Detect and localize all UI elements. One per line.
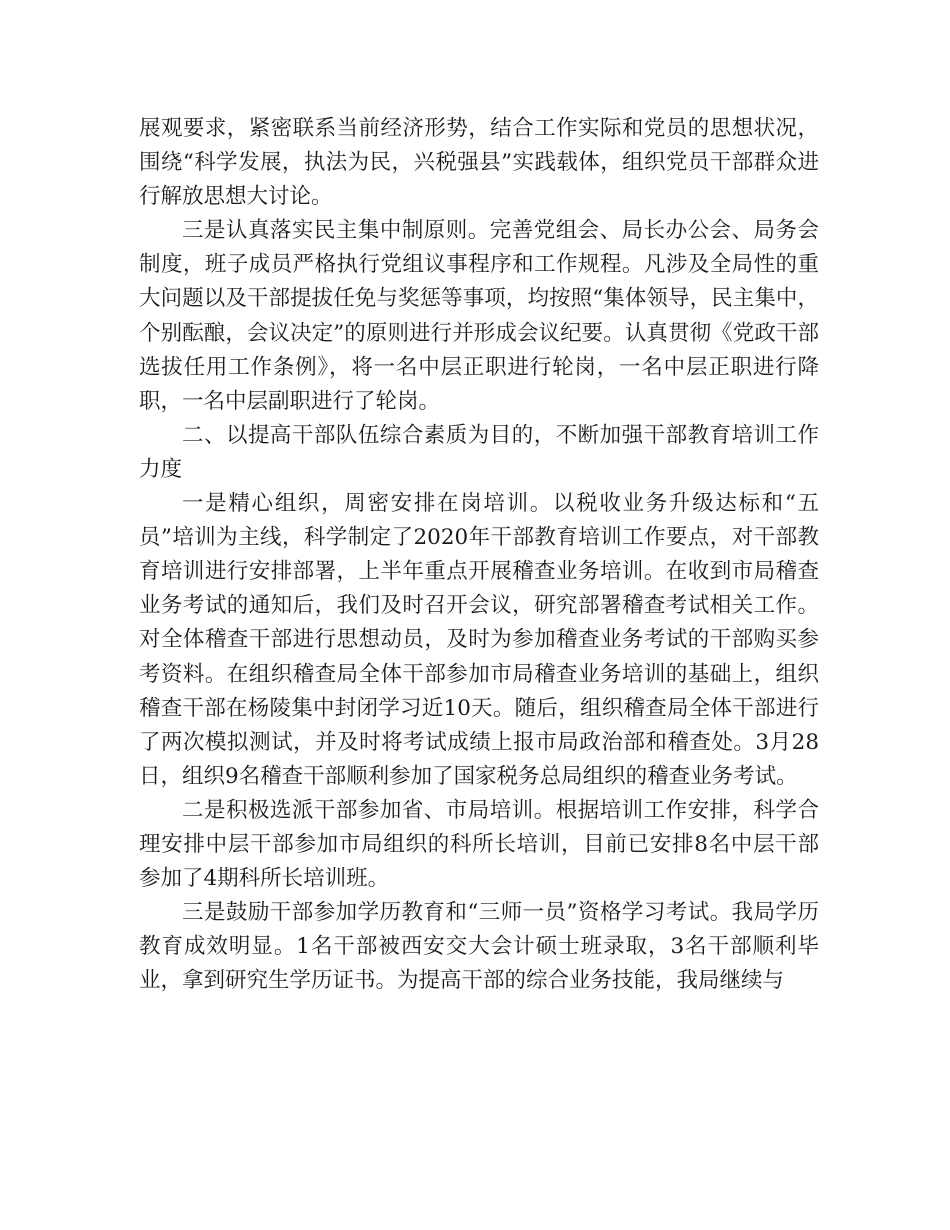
paragraph-democratic-centralism: 三是认真落实民主集中制原则。完善党组会、局长办公会、局务会制度，班子成员严格执行党组议事程序和工作规程。凡涉及全局性的重大问题以及干部提拔任免与奖惩等事项，均按照“集体领导，民主集中，个别酝酿，会议决定”的原则进行并形成会议纪要。认真贯彻《党政干部选拔任用工作条例》，将一名中层正职进行轮岗，一名中层正职进行降职，一名中层副职进行了轮岗。 [139, 218, 819, 414]
paragraph-degree-education: 三是鼓励干部参加学历教育和“三师一员”资格学习考试。我局学历教育成效明显。1名干部被西安交大会计硕士班录取，3名干部顺利毕业，拿到研究生学历证书。为提高干部的综合业务技能，我局继续与 [139, 900, 819, 994]
paragraph-on-job-training: 一是精心组织，周密安排在岗培训。以税收业务升级达标和“五员”培训为主线，科学制定了2020年干部教育培训工作要点，对干部教育培训进行安排部署，上半年重点开展稽查业务培训。在收到市局稽查业务考试的通知后，我们及时召开会议，研究部署稽查考试相关工作。对全体稽查干部进行思想动员，及时为参加稽查业务考试的干部购买参考资料。在组织稽查局全体干部参加市局稽查业务培训的基础上，组织稽查干部在杨陵集中封闭学习近10天。随后，组织稽查局全体干部进行了两次模拟测试，并及时将考试成绩上报市局政治部和稽查处。3月28日，组织9名稽查干部顺利参加了国家税务总局组织的稽查业务考试。 [139, 491, 819, 789]
paragraph-continuation: 展观要求，紧密联系当前经济形势，结合工作实际和党员的思想状况，围绕“科学发展，执法为民，兴税强县”实践载体，组织党员干部群众进行解放思想大讨论。 [139, 116, 819, 210]
section-heading-cadre-training: 二、以提高干部队伍综合素质为目的，不断加强干部教育培训工作力度 [139, 422, 819, 482]
document-body [139, 112, 819, 998]
paragraph-provincial-training: 二是积极选派干部参加省、市局培训。根据培训工作安排，科学合理安排中层干部参加市局组织的科所长培训，目前已安排8名中层干部参加了4期科所长培训班。 [139, 797, 819, 892]
